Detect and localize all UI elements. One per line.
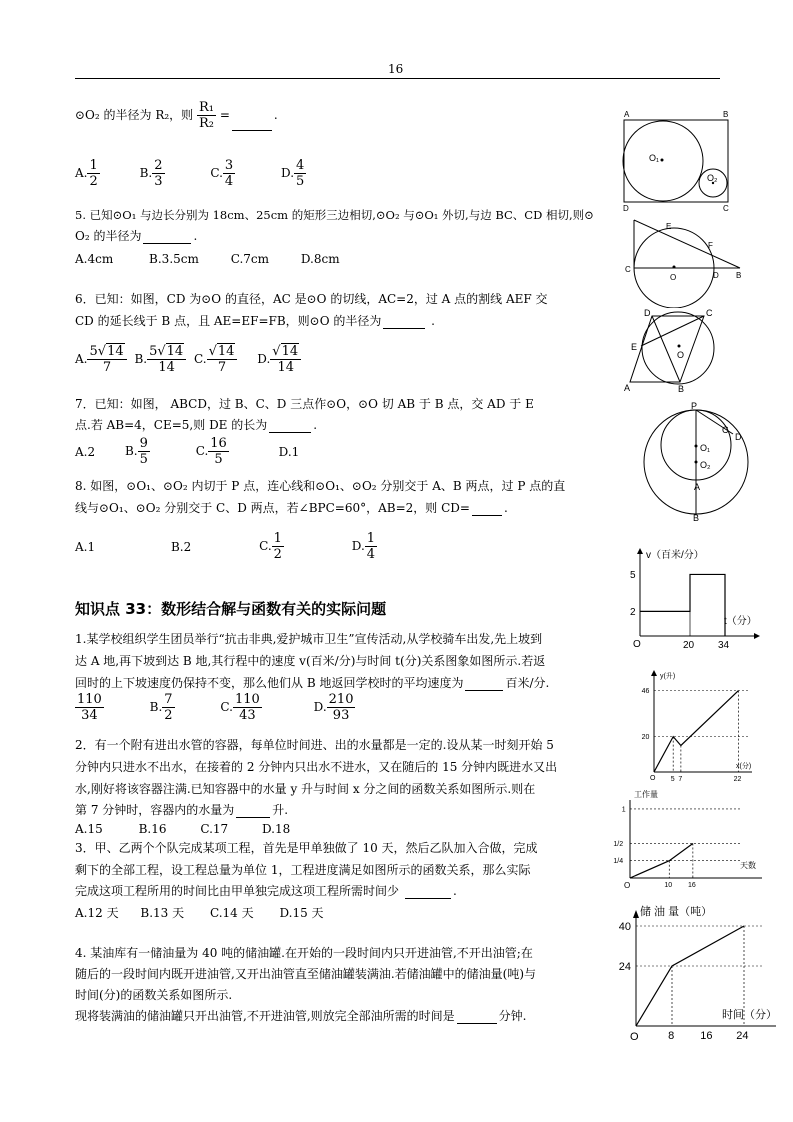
ticks [642,688,750,782]
q4-option-d[interactable]: D. $\frac{4}{5}$ [281,158,305,189]
p1-option-d[interactable]: D. $\frac{210}{93}$ [313,692,354,723]
p1-line1: 1.某学校组织学生团员举行“抗击非典,爱护城市卫生”宣传活动,从学校骑车出发,先上坡到 [75,632,543,646]
p3-line1: 3．甲、乙两个个队完成某项工程，首先是甲单独做了 10 天，然后乙队加入合做，完成 [75,841,538,855]
series-line [654,691,738,772]
p2-option-c[interactable]: C.17 [200,822,229,836]
label-o: O [670,273,677,282]
y-axis-label: 储 油 量（吨） [640,906,713,918]
p1-option-a[interactable]: $\frac{110}{34}$ [77,692,102,723]
q8-answer-blank[interactable] [472,503,502,516]
q7-line2: 点.若 AB=4，CE=5,则 DE 的长为 . [75,418,318,432]
chart-water-volume [640,668,758,782]
chart-oil-storage [612,898,782,1044]
q6-options [75,344,301,375]
q4-answer-blank[interactable] [232,118,272,131]
q4-options [75,158,306,189]
figure-rectangle-circles [616,108,736,212]
center-o1-dot [661,159,664,162]
label-a: A [624,110,630,119]
p1-options [75,692,355,723]
label-b: B [723,110,729,119]
y-tick-label: 2 [630,606,636,618]
q7-answer-blank[interactable] [269,420,311,433]
label-o2: O₂ [707,173,718,183]
p1-option-b[interactable]: B. $\frac{7}{2}$ [149,692,173,723]
y-tick-label: 40 [618,920,632,933]
x-tick-label: 34 [718,640,730,650]
series [654,691,739,773]
label-o1: O₁ [649,153,660,163]
label-f: F [708,241,713,250]
secant-aefb [634,220,740,268]
label-a: A [694,482,701,492]
x-tick-label: 10 [664,882,673,889]
q8-line1: 8. 如图，⊙O₁、⊙O₂ 内切于 P 点，连心线和⊙O₁、⊙O₂ 分别交于 A、B 两点，过 P 点的直 [75,479,566,493]
p3-option-b[interactable]: B.13 天 [140,906,185,920]
q6-option-a[interactable]: A. $\frac{5√14}{7}$ [75,352,127,366]
center-o-dot [673,266,676,269]
q5-option-c[interactable]: C.7cm [230,252,270,266]
axes [651,670,752,772]
p2-option-b[interactable]: B.16 [138,822,167,836]
p2-option-d[interactable]: D.18 [261,822,291,836]
q8-option-d[interactable]: D. $\frac{1}{4}$ [351,531,376,562]
p1-option-c[interactable]: C. $\frac{110}{43}$ [220,692,260,723]
q7-option-c[interactable]: C. $\frac{16}{5}$ [195,436,227,467]
y-tick-label: 1/2 [613,840,624,848]
label-d: D [623,204,629,212]
p3-line3: 完成这项工程所用的时间比由甲单独完成这项工程所需时间少 . [75,884,457,898]
figure-parallelogram-circle [622,306,722,398]
p3-answer-blank[interactable] [405,886,451,899]
label-a: A [624,383,631,393]
q5-options [75,252,340,266]
label-d: D [735,432,742,442]
label-d: D [713,271,719,280]
label-d: D [644,308,651,318]
label-c: C [722,425,729,435]
p1-line2: 达 A 地,再下坡到达 B 地,其行程中的速度 v(百米/分)与时间 t(分)关系图象如图所示.若返 [75,654,546,668]
origin-label: O [630,1031,639,1043]
p4-answer-blank[interactable] [457,1011,497,1024]
q5-line2: O₂ 的半径为 . [75,229,198,243]
y-tick-label: 1/4 [613,858,624,866]
center-o1-dot [695,445,698,448]
label-c: C [625,265,631,274]
origin-label: O [633,639,641,650]
q8-option-b[interactable]: B.2 [170,539,192,554]
q6-line2: CD 的延长线于 B 点，且 AE=EF=FB，则⊙O 的半径为 . [75,314,435,328]
p2-option-a[interactable]: A.15 [75,822,103,836]
p2-line2: 分钟内只进水不出水，在接着的 2 分钟内只出水不进水，又在随后的 15 分钟内既进水又出 [75,760,558,774]
q6-answer-blank[interactable] [383,316,425,329]
center-o2-dot [695,461,698,464]
chart-work-progress [612,788,768,894]
q5-line1: 5. 已知⊙O₁ 与边长分别为 18cm、25cm 的矩形三边相切,⊙O₂ 与⊙O₁ 外切,与边 BC、CD 相切,则⊙ [75,208,594,222]
label-c: C [706,308,713,318]
label-e: E [631,342,638,352]
ticks [630,570,740,650]
x-axis-label: 天数 [740,861,756,870]
x-tick-label: 22 [733,776,742,782]
q4-tail: ⊙O₂ 的半径为 R₂，则 $\frac{\text{R₁}}{\text{R₂}}$ = . [75,100,278,131]
q7-options [75,436,299,467]
q8-option-a[interactable]: A.1 [75,539,96,554]
q5-option-d[interactable]: D.8cm [300,252,340,266]
origin-label: O [650,775,656,782]
y-tick-label: 1 [621,806,626,814]
q4-option-a[interactable]: A. $\frac{1}{2}$ [75,158,98,189]
q6-option-b[interactable]: B. $\frac{5√14}{14}$ [134,352,186,366]
ticks [619,921,762,1042]
segment-db [652,316,680,382]
p2-answer-blank[interactable] [236,805,270,818]
q5-answer-blank[interactable] [143,231,191,244]
p2-line4: 第 7 分钟时，容器内的水量为 升. [75,803,289,817]
x-tick-label: 8 [668,1030,675,1042]
x-tick-label: 16 [700,1030,713,1042]
x-axis-label: 时间（分） [722,1009,777,1021]
p3-option-c[interactable]: C.14 天 [209,906,254,920]
q7-option-a[interactable]: A.2 [75,444,96,459]
figure-inner-tangent-circles [636,400,754,522]
q8-option-c[interactable]: C. $\frac{1}{2}$ [259,531,282,562]
q5-option-b[interactable]: B.3.5cm [149,252,199,266]
y-axis-label: 工作量 [634,790,658,799]
q7-option-d[interactable]: D.1 [278,444,300,459]
q4-text: ⊙O₂ 的半径为 R₂，则 [75,108,194,122]
y-tick-label: 20 [641,734,650,742]
q6-option-d[interactable]: D. $\frac{√14}{14}$ [257,352,301,366]
p3-line2: 剩下的全部工程，设工程总量为单位 1，工程进度满足如图所示的函数关系，那么实际 [75,863,531,877]
p4-line3: 时间(分)的函数关系如图所示. [75,988,233,1002]
label-b: B [693,513,700,522]
chart-speed-time [622,546,762,650]
y-tick-label: 5 [630,569,636,581]
p3-options [75,904,324,921]
y-axis-label: v（百米/分） [646,550,704,561]
x-tick-label: 16 [687,882,696,889]
p4-line4: 现将装满油的储油罐只开出油管,不开进油管,则放完全部油所需的时间是 分钟. [75,1009,527,1023]
q7-option-b[interactable]: B. $\frac{9}{5}$ [124,436,148,467]
section-title: 知识点 33：数形结合解与函数有关的实际问题 [75,600,387,618]
q4-option-b[interactable]: B. $\frac{2}{3}$ [139,158,163,189]
y-tick-label: 46 [641,688,650,696]
page-number: 16 [388,62,404,76]
q6-option-c[interactable]: C. $\frac{√14}{7}$ [194,352,237,366]
label-p: P [691,401,698,411]
q6-line1: 6．已知：如图，CD 为⊙O 的直径，AC 是⊙O 的切线，AC=2，过 A 点的割线 AEF 交 [75,292,548,306]
x-axis-label: x(分) [736,763,752,770]
p2-line1: 2．有一个附有进出水管的容器，每单位时间进、出的水量都是一定的.设从某一时刻开始 5 [75,738,554,752]
p2-line3: 水,刚好将该容器注满.已知容器中的水量 y 升与时间 x 分之间的函数关系如图所示.则在 [75,782,536,796]
rectangle-abcd [624,120,728,202]
label-o1: O₁ [700,443,711,453]
label-b: B [678,384,685,394]
y-tick-label: 24 [618,960,632,973]
p1-line3: 回时的上下坡速度仍保持不变，那么他们从 B 地返回学校时的平均速度为 百米/分. [75,676,550,690]
circle-o [642,312,714,384]
x-tick-label: 7 [678,776,683,782]
label-b: B [736,271,742,280]
p3-option-a[interactable]: A.12 天 [75,906,119,920]
q7-line1: 7．已知：如图， ABCD，过 B、C、D 三点作⊙O，⊙O 切 AB 于 B 点，交 AD 于 E [75,397,534,411]
label-o: O [677,350,685,360]
p2-options [75,822,290,836]
q4-fraction: $\frac{\text{R₁}}{\text{R₂}}$ [199,100,215,131]
label-o2: O₂ [700,460,711,470]
q8-options [75,531,377,562]
p1-answer-blank[interactable] [465,678,503,691]
label-c: C [723,204,729,212]
x-tick-label: 20 [683,640,695,650]
q4-option-c[interactable]: C. $\frac{3}{4}$ [210,158,234,189]
x-axis-label: t（分） [724,616,757,627]
p4-line2: 随后的一段时间内既开进油管,又开出油管直至储油罐装满油.若储油罐中的储油量(吨)与 [75,967,536,981]
q5-option-a[interactable]: A.4cm [75,252,114,266]
figure-tangent-secant [622,212,746,308]
center-o-dot [678,345,681,348]
p4-line1: 4. 某油库有一储油量为 40 吨的储油罐.在开始的一段时间内只开进油管,不开出油管;在 [75,946,533,960]
parallelogram-abcd [630,316,704,382]
series-line [640,574,725,636]
x-tick-label: 24 [736,1030,749,1042]
p3-option-d[interactable]: D.15 天 [279,906,324,920]
x-tick-label: 5 [670,776,675,782]
series [640,574,725,636]
label-e: E [666,222,672,231]
y-axis-label: y(升) [660,673,676,680]
header-rule [75,78,720,79]
origin-label: O [624,881,631,890]
q8-line2: 线与⊙O₁、⊙O₂ 分别交于 C、D 两点，若∠BPC=60°，AB=2，则 CD= . [75,501,508,515]
